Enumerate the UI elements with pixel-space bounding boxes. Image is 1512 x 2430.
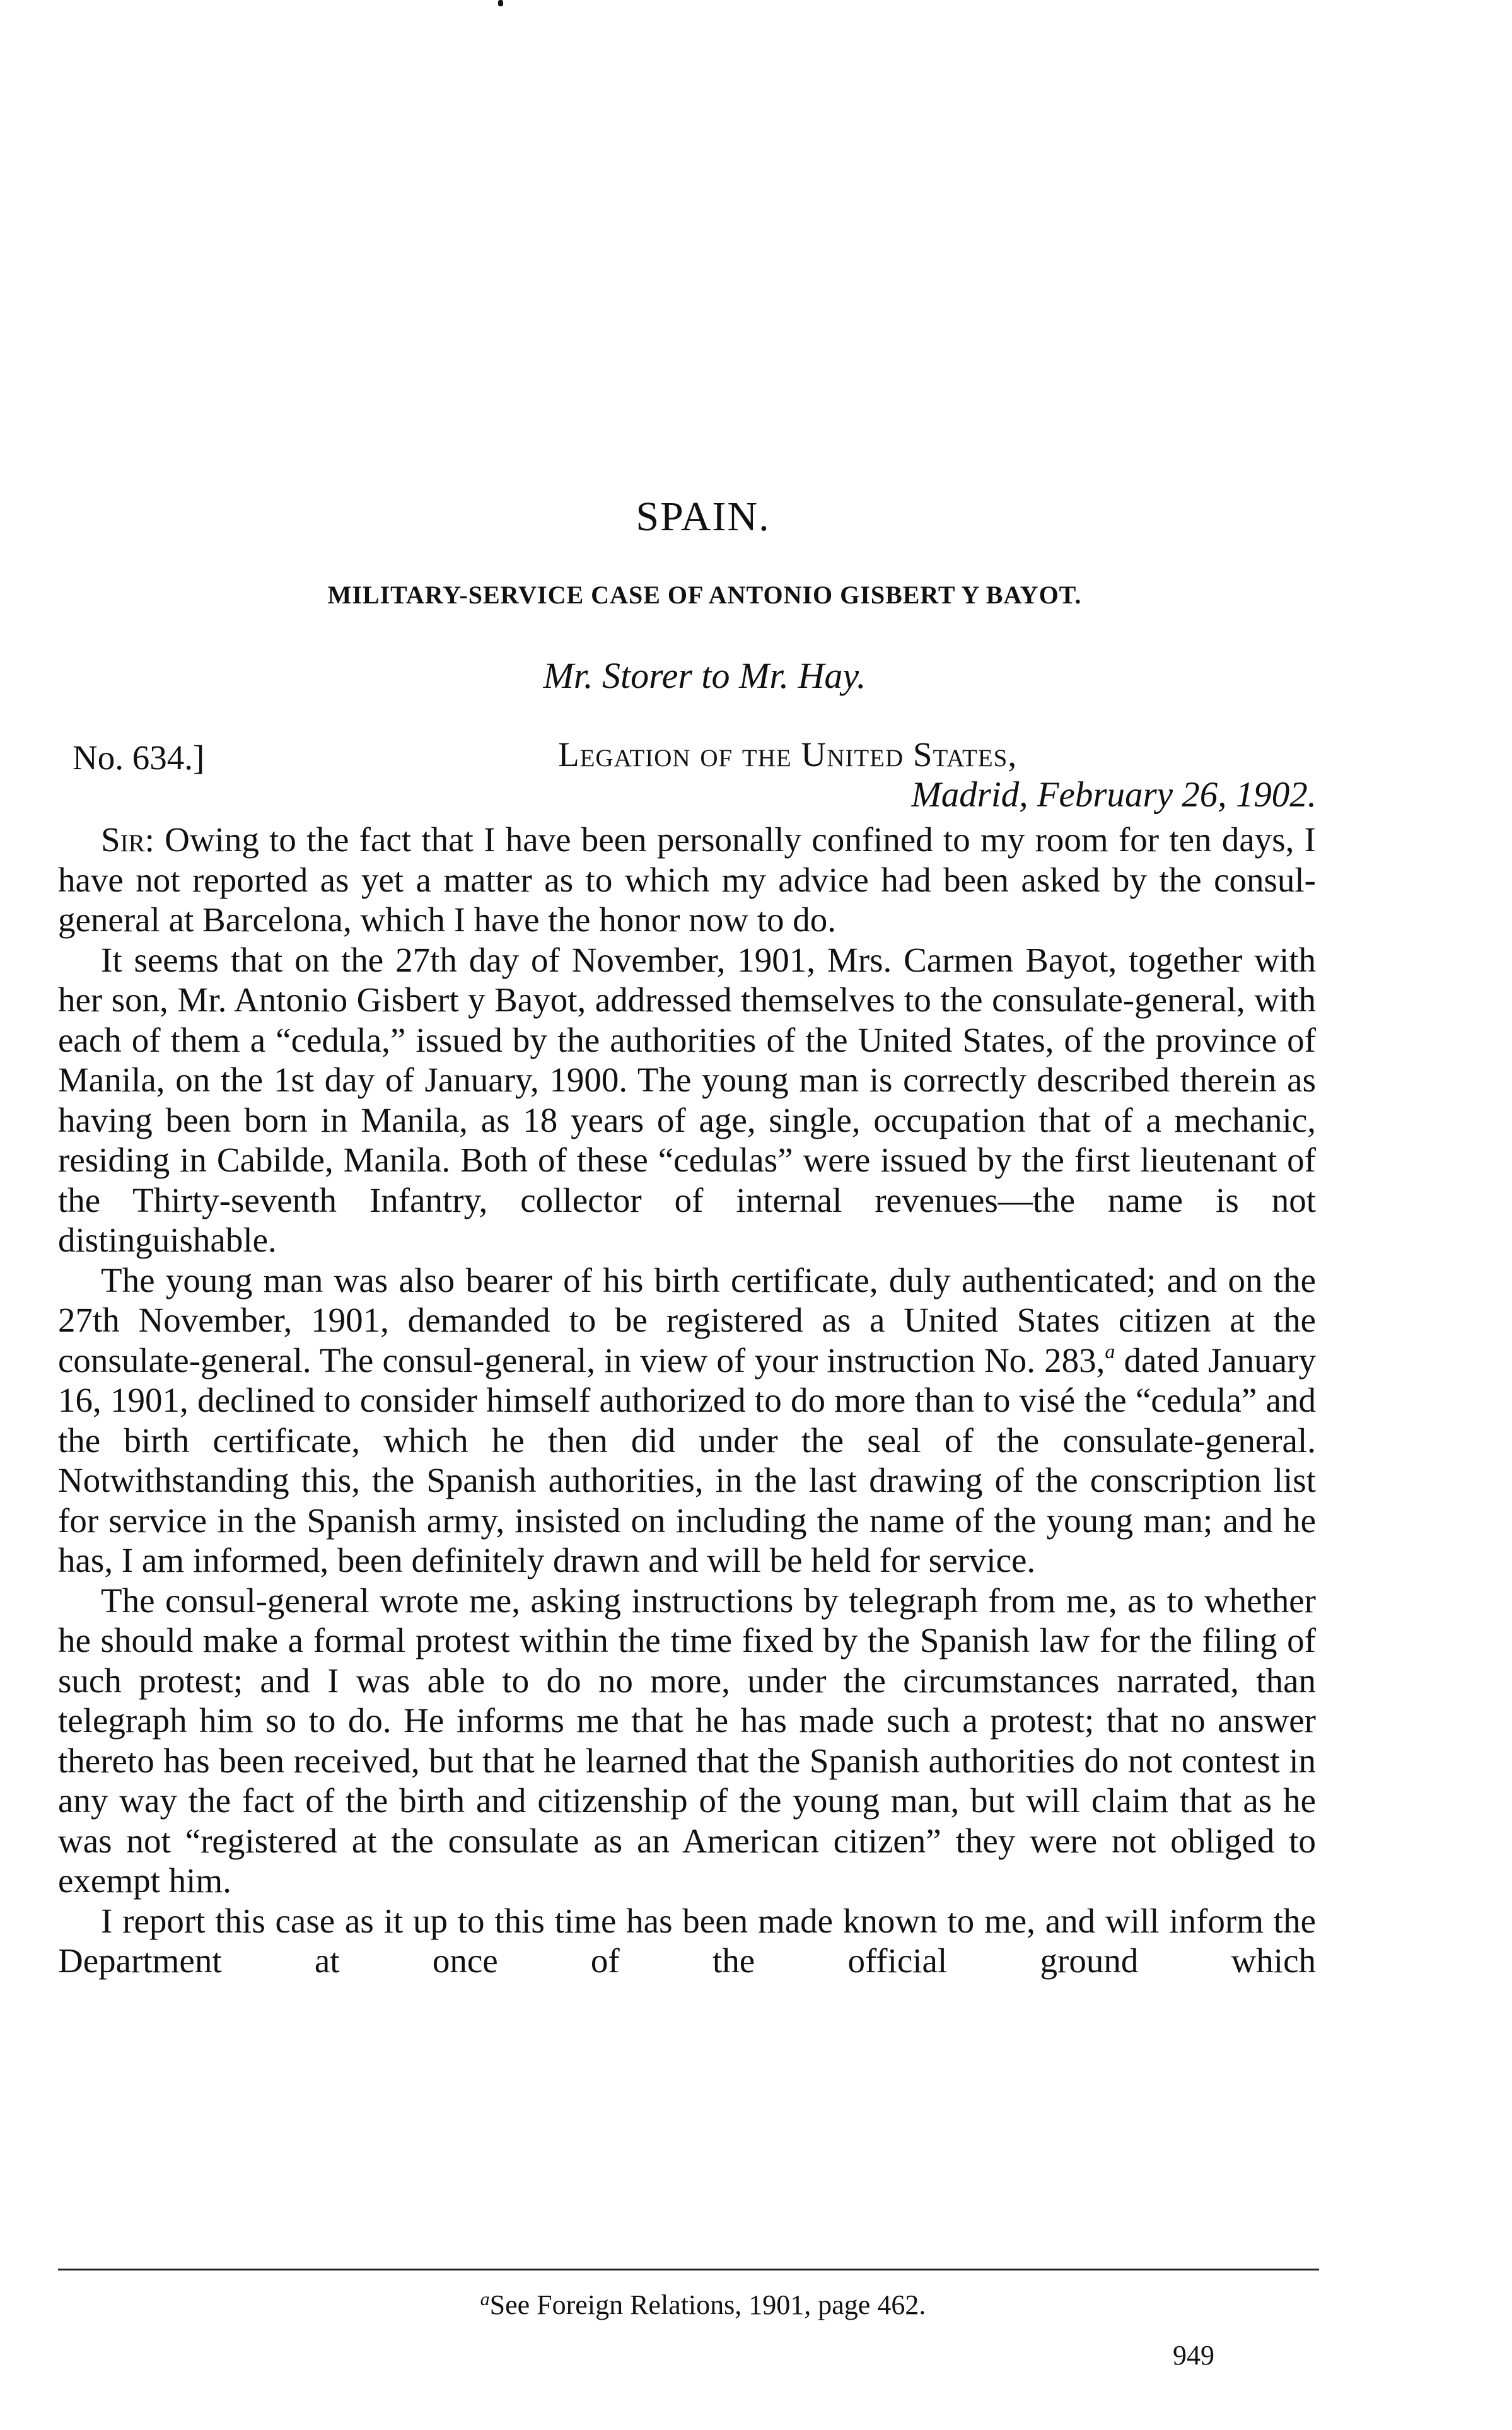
paragraph-2: It seems that on the 27th day of November, 1901, Mrs. Carmen Bayot, together with her son, Mr. Antonio Gisbert y Bayot, addressed themselves to the consulate-general, with each of them a “cedula,” issued by the authorities of the United States, of the province of Manila, on the 1st day of January, 1900. The young man is correctly described therein as having been born in Manila, as 18 years of age, single, occupation that of a mechanic, residing in Cabilde, Manila. Both of these “cedulas” were issued by the first lieutenant of the Thirty-seventh Infantry, collector of internal revenues—the name is not distinguishable.	[58, 940, 1316, 1259]
paragraph-5: I report this case as it up to this time has been made known to me, and will inform the Department at once of the official ground which	[58, 1901, 1316, 1980]
letter-body	[58, 820, 1316, 1981]
paragraph-3-text-a: The young man was also bearer of his birth certificate, duly authenticated; and on the 27th November, 1901, demanded to be registered as a United States citizen at the consulate-general. The consul-general, in view of your instruction No. 283,	[58, 1260, 1316, 1380]
paragraph-1-text: Owing to the fact that I have been personally confined to my room for ten days, I have not reported as yet a matter as to which my advice had been asked by the consul-general at Barcelona, which I have the honor now to do.	[58, 820, 1316, 939]
footnote-rule	[58, 2269, 1319, 2270]
section-title: SPAIN.	[636, 494, 771, 540]
salutation: Sir:	[101, 820, 154, 859]
footnote-mark: a	[480, 2289, 490, 2310]
paragraph-4: The consul-general wrote me, asking instructions by telegraph from me, as to whether he should make a formal protest within the time fixed by the Spanish law for the filing of such protest; and I was able to do no more, under the circumstances narrated, than telegraph him so to do. He informs me that he has made such a protest; that no answer thereto has been received, but that he learned that the Spanish authorities do not contest in any way the fact of the birth and citizenship of the young man, but will claim that as he was not “registered at the consulate as an American citizen” they were not obliged to exempt him.	[58, 1581, 1316, 1900]
dateline: Madrid, February 26, 1902.	[911, 775, 1317, 815]
footnote	[0, 2289, 1406, 2321]
case-title: MILITARY-SERVICE CASE OF ANTONIO GISBERT Y BAYOT.	[327, 581, 1082, 609]
legation-heading: Legation of the United States,	[558, 735, 1018, 774]
footnote-reference: a	[1105, 1339, 1115, 1363]
paragraph-1	[58, 820, 1316, 940]
despatch-number: No. 634.]	[73, 738, 205, 777]
printer-mark	[498, 0, 503, 6]
page-number: 949	[1173, 2340, 1214, 2371]
footnote-text: See Foreign Relations, 1901, page 462.	[489, 2289, 926, 2320]
paragraph-3-text-b: dated January 16, 1901, declined to consider himself authorized to do more than to visé the “cedula” and the birth certificate, which he then did under the seal of the consulate-general. Notwithstanding this, the Spanish authorities, in the last drawing of the conscription list for service in the Spanish army, insisted on including the name of the young man; and he has, I am informed, been definitely drawn and will be held for service.	[58, 1340, 1316, 1579]
paragraph-3	[58, 1260, 1316, 1581]
correspondents-line: Mr. Storer to Mr. Hay.	[543, 655, 866, 696]
